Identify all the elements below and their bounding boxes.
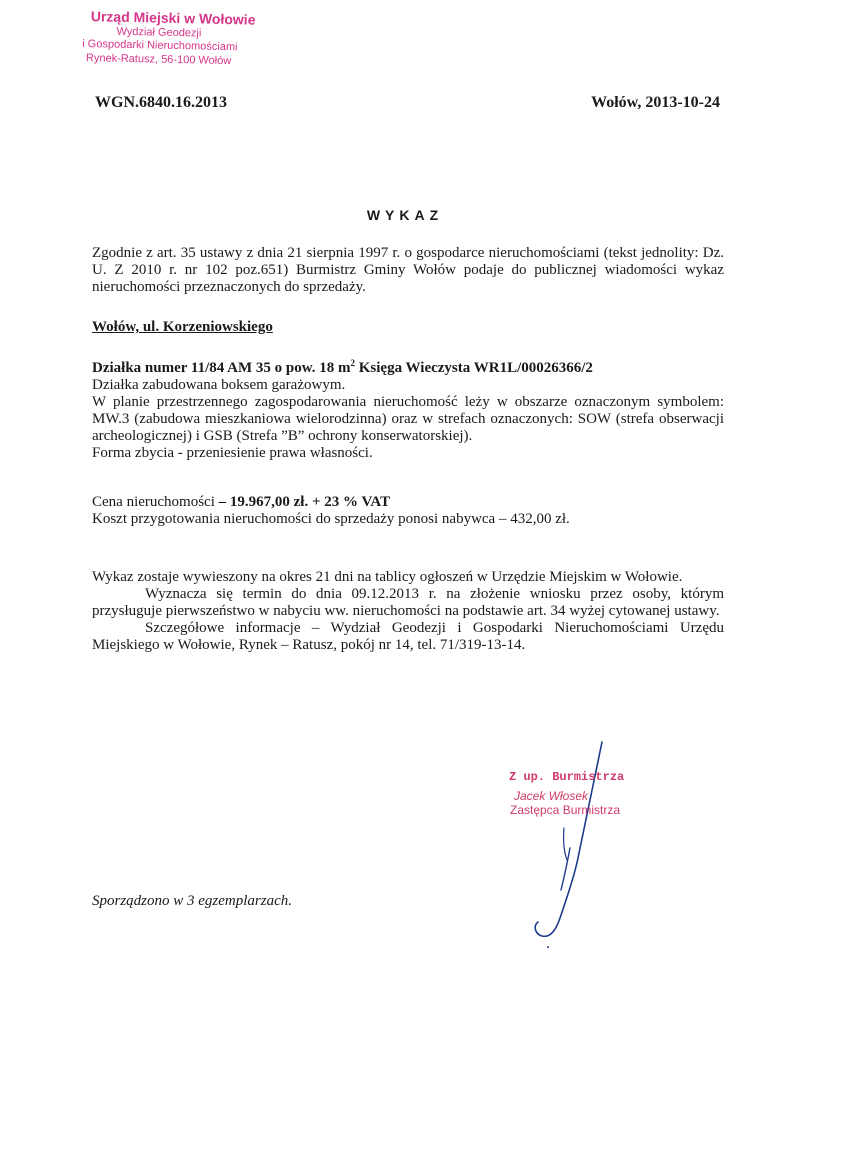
preparation-cost: Koszt przygotowania nieruchomości do sprzedaży ponosi nabywca – 432,00 zł. [92,511,570,527]
price-value: – 19.967,00 zł. + 23 % VAT [218,494,391,510]
notice-section [92,569,724,654]
price-line [92,494,724,511]
parcel-details [92,360,724,462]
intro-paragraph: Zgodnie z art. 35 ustawy z dnia 21 sierpnia 1997 r. o gospodarce nieruchomościami (tekst jednolity: Dz. U. Z 2010 r. nr 102 poz.651) Burmistrz Gminy Wołów podaje do publicznej wiadomości wykaz nieruchomości przeznaczonych do sprzedaży. [92,245,724,295]
price-section [92,494,724,528]
notice-posting: Wykaz zostaje wywieszony na okres 21 dni na tablicy ogłoszeń w Urzędzie Miejskim w Wołowie. [92,569,683,585]
parcel-sale-form: Forma zbycia - przeniesienie prawa własności. [92,445,373,461]
stamp-line-department: Wydział Geodezji [116,25,202,40]
reference-number: WGN.6840.16.2013 [95,94,227,111]
document-date: Wołów, 2013-10-24 [591,94,720,111]
stamp-line-office: Urząd Miejski w Wołowie [90,8,256,28]
parcel-zoning: W planie przestrzennego zagospodarowania nieruchomość leży w obszarze oznaczonym symbolem: MW.3 (zabudowa mieszkaniowa wielorodzinna) oraz w strefach oznaczonych: SOW (strefa obserwacji archeologicznej) i GSB (Strefa ”B” ochrony konserwatorskiej). [92,394,724,444]
parcel-heading [92,360,724,377]
signatory-name: Jacek Włosek [514,789,589,803]
parcel-heading-b: Księga Wieczysta WR1L/00026366/2 [355,360,593,376]
notice-deadline: Wyznacza się termin do dnia 09.12.2013 r. na złożenie wniosku przez osoby, którym przysługuje pierwszeństwo w nabyciu ww. nieruchomości na podstawie art. 34 wyżej cytowanej ustawy. [92,586,724,619]
parcel-heading-sup: 2 [350,358,355,368]
copies-note: Sporządzono w 3 egzemplarzach. [92,893,293,909]
signatory-title: Zastępca Burmistrza [510,803,621,817]
notice-contact: Szczegółowe informacje – Wydział Geodezji i Gospodarki Nieruchomościami Urzędu Miejskiego w Wołowie, Rynek – Ratusz, pokój nr 14, tel. 71/319-13-14. [92,620,724,653]
stamp-line-address: Rynek-Ratusz, 56-100 Wołów [85,52,232,68]
price-label: Cena nieruchomości [92,494,219,510]
stamp-line-department-cont: i Gospodarki Nieruchomościami [82,37,238,54]
parcel-description: Działka zabudowana boksem garażowym. [92,377,346,393]
signature-on-behalf: Z up. Burmistrza [509,770,625,784]
document-title: WYKAZ [366,207,444,223]
office-stamp [82,8,283,70]
signature-stamp [502,770,672,816]
parcel-heading-a: Działka numer 11/84 AM 35 o pow. 18 m [92,360,351,376]
property-location: Wołów, ul. Korzeniowskiego [92,319,273,335]
